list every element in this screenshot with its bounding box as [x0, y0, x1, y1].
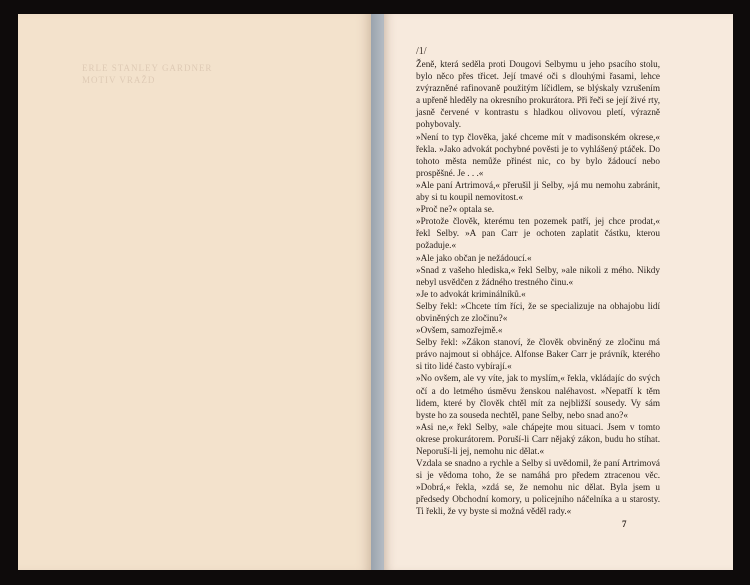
paragraph: »Snad z vašeho hlediska,« řekl Selby, »ale nikoli z mého. Nikdy nebyl usvědčen z žádného trestného činu.«	[416, 264, 660, 287]
body-text	[416, 58, 660, 518]
paragraph: Selby řekl: »Chcete tím říci, že se specializuje na obhajobu lidí obviněných ze zločinu?«	[416, 300, 660, 323]
paragraph: »Ovšem, samozřejmě.«	[416, 325, 503, 336]
paragraph: Vzdala se snadno a rychle a Selby si uvědomil, že paní Artrimová si je vědoma toho, že se namáhá pro předem ztracenou věc. »Dobrá,« řekla, »zdá se, že nemohu nic dělat. Byla jsem u předsedy Obchodní komory, u policejního náčelníka a u starosty. Ti řekli, že vy byste si možná věděl rady.«	[416, 458, 660, 517]
paragraph: »Ale jako občan je nežádoucí.«	[416, 252, 532, 263]
paragraph: Ženě, která seděla proti Dougovi Selbymu u jeho psacího stolu, bylo něco přes třicet. Její tmavé oči s dlouhými řasami, lehce zvýrazněné rafinovaně použitým líčidlem, se blýskaly vzrušením a upřeně hleděly na okresního prokurátora. Při řeči se její živé rty, jasně červené v kontrastu s hladkou olivovou pletí, výrazně pohybovaly.	[416, 59, 660, 130]
paragraph: Selby řekl: »Zákon stanoví, že člověk obviněný ze zločinu má právo najmout si obhájce. Alfonse Baker Carr je právník, kterého si tito lidé často vybírají.«	[416, 337, 660, 372]
left-page	[18, 14, 371, 570]
ghost-line: ERLE STANLEY GARDNER	[82, 63, 213, 73]
page-number: 7	[622, 519, 627, 529]
paragraph: »Je to advokát kriminálníků.«	[416, 288, 526, 299]
chapter-mark: /1/	[416, 46, 427, 57]
paragraph: »Není to typ člověka, jaké chceme mít v madisonském okrese,« řekla. »Jako advokát pochybné pověsti je to vyhlášený ptáček. Do tohoto města nemůže přinést nic, co by bylo žádoucí nebo prospěšné. Je . . .«	[416, 131, 660, 178]
paragraph: »Ale paní Artrimová,« přerušil ji Selby, »já mu nemohu zabránit, aby si tu koupil nemovitost.«	[416, 179, 660, 203]
paragraph: »Asi ne,« řekl Selby, »ale chápejte mou situaci. Jsem v tomto okrese prokurátorem. Poruší-li Carr nějaký zákon, budu ho stíhat. Neporuší-li jej, nemohu nic dělat.«	[416, 421, 660, 456]
paragraph: »Proč ne?« optala se.	[416, 204, 495, 215]
paragraph: »No ovšem, ale vy víte, jak to myslím,« řekla, vkládajíc do svých očí a do letmého úsměvu ženskou naléhavost. »Nepatří k těm lidem, které by člověk chtěl mít za nejbližší sousedy. Vy sám byste ho za souseda nechtěl, pane Selby, nebo snad ano?«	[416, 373, 660, 420]
bleed-through-text	[82, 62, 272, 86]
ghost-line: MOTIV VRAŽD	[82, 75, 156, 85]
paragraph: »Protože člověk, kterému ten pozemek patří, jej chce prodat,« řekl Selby. »A pan Carr je ochoten zaplatit částku, kterou požaduje.«	[416, 216, 660, 251]
right-page	[384, 14, 733, 570]
